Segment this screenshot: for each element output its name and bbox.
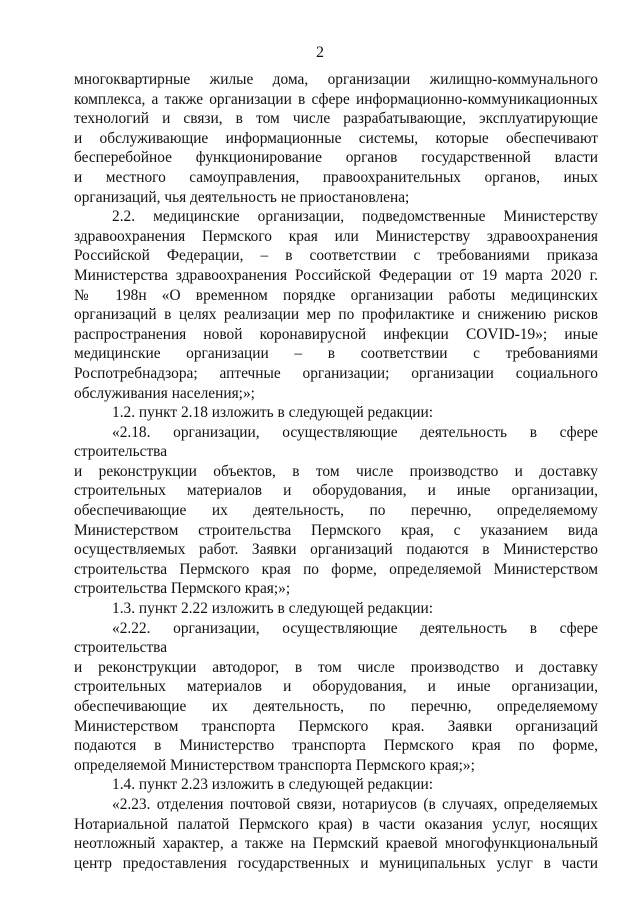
text-line: строительства Пермского края;»; xyxy=(74,580,291,598)
text-line: обеспечивающие их деятельность, по перечню, определяемому xyxy=(74,502,598,520)
text-line: строительных материалов и оборудования, и иные организации, xyxy=(74,482,598,500)
text-line: технологий и связи, в том числе разрабатывающие, эксплуатирующие xyxy=(74,110,598,128)
text-line: Роспотребнадзора; аптечные организации; организации социального xyxy=(74,364,598,382)
text-line: «2.18. организации, осуществляющие деятельность в сфере строительства xyxy=(74,423,598,461)
text-line: организаций в целях реализации мер по профилактике и снижению рисков xyxy=(74,306,598,324)
text-line: медицинские организации – в соответствии с требованиями xyxy=(74,345,598,363)
text-line: многоквартирные жилые дома, организации жилищно-коммунального xyxy=(74,71,598,88)
text-line: и местного самоуправления, правоохранительных органов, иных xyxy=(74,168,598,186)
text-line: Нотариальной палатой Пермского края) в части оказания услуг, носящих xyxy=(74,815,598,833)
text-line: № 198н «О временном порядке организации работы медицинских xyxy=(74,286,598,304)
text-line: подаются в Министерство транспорта Пермского края по форме, xyxy=(74,737,598,755)
text-line: бесперебойное функционирование органов государственной власти xyxy=(74,149,598,167)
text-line: Российской Федерации, – в соответствии с требованиями приказа xyxy=(74,247,598,265)
text-line: обслуживания населения;»; xyxy=(74,384,255,402)
text-line: и обслуживающие информационные системы, которые обеспечивают xyxy=(74,129,598,147)
text-line: 2.2. медицинские организации, подведомственные Министерству xyxy=(112,208,598,226)
text-line: Министерства здравоохранения Российской Федерации от 19 марта 2020 г. xyxy=(74,266,598,284)
text-line: и реконструкции автодорог, в том числе производство и доставку xyxy=(74,658,598,676)
text-line: организаций, чья деятельность не приостановлена; xyxy=(74,188,410,206)
text-line: Министерством строительства Пермского края, с указанием вида xyxy=(74,521,598,539)
text-line: и реконструкции объектов, в том числе производство и доставку xyxy=(74,462,598,480)
text-line: распространения новой коронавирусной инфекции COVID-19»; иные xyxy=(74,325,598,343)
text-line: осуществляемых работ. Заявки организаций подаются в Министерство xyxy=(74,541,598,559)
text-line: 1.3. пункт 2.22 изложить в следующей редакции: xyxy=(112,600,433,618)
text-line: неотложный характер, а также на Пермский краевой многофункциональный xyxy=(74,835,598,853)
text-line: обеспечивающие их деятельность, по перечню, определяемому xyxy=(74,698,598,715)
text-line: «2.22. организации, осуществляющие деятельность в сфере строительства xyxy=(74,619,598,657)
document-body xyxy=(74,70,598,873)
text-line: строительства Пермского края по форме, определяемой Министерством xyxy=(74,560,598,578)
text-line: центр предоставления государственных и муниципальных услуг в части xyxy=(74,854,598,872)
text-line: «2.23. отделения почтовой связи, нотариусов (в случаях, определяемых xyxy=(112,795,598,813)
page-number: 2 xyxy=(316,44,324,61)
text-line: Министерством транспорта Пермского края. Заявки организаций xyxy=(74,717,598,735)
text-line: 1.4. пункт 2.23 изложить в следующей редакции: xyxy=(112,776,433,794)
text-line: определяемой Министерством транспорта Пермского края;»; xyxy=(74,756,475,774)
text-line: 1.2. пункт 2.18 изложить в следующей редакции: xyxy=(112,404,433,422)
text-line: комплекса, а также организации в сфере информационно-коммуникационных xyxy=(74,90,598,108)
text-line: здравоохранения Пермского края или Министерству здравоохранения xyxy=(74,227,598,245)
text-line: строительных материалов и оборудования, и иные организации, xyxy=(74,678,598,696)
